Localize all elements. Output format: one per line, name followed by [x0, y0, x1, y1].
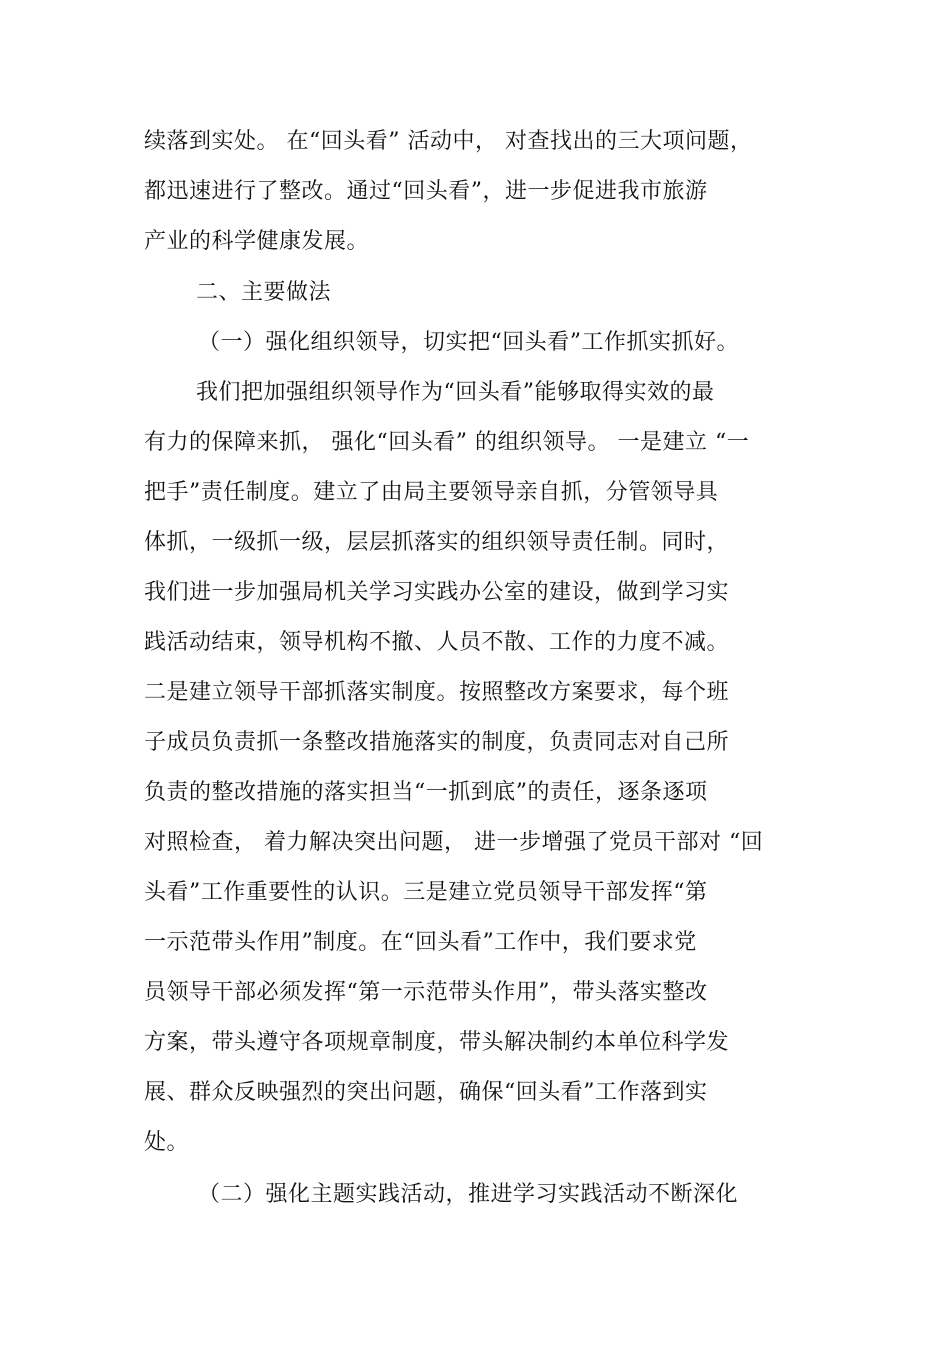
text-line: 展、群众反映强烈的突出问题，确保“回头看”工作落到实 [144, 1080, 708, 1105]
text-line: 一示范带头作用”制度。在“回头看”工作中，我们要求党 [144, 930, 697, 955]
text-line: 头看”工作重要性的认识。三是建立党员领导干部发挥“第 [144, 880, 708, 905]
text-line: 我们把加强组织领导作为“回头看”能够取得实效的最 [196, 380, 715, 405]
text-line: 产业的科学健康发展。 [144, 229, 370, 254]
text-line: 对照检查， 着力解决突出问题， 进一步增强了党员干部对 “回 [144, 830, 764, 855]
text-line: 负责的整改措施的落实担当“一抓到底”的责任，逐条逐项 [144, 780, 708, 805]
text-line: 把手”责任制度。建立了由局主要领导亲自抓，分管领导具 [144, 480, 719, 505]
text-line: 践活动结束，领导机构不撤、人员不散、工作的力度不减。 [144, 630, 730, 655]
text-line: 方案，带头遵守各项规章制度，带头解决制约本单位科学发 [144, 1030, 730, 1055]
text-line: 子成员负责抓一条整改措施落实的制度，负责同志对自己所 [144, 730, 730, 755]
section-heading: 二、主要做法 [196, 280, 332, 305]
text-line: 体抓，一级抓一级，层层抓落实的组织领导责任制。同时， [144, 530, 730, 555]
text-line: 我们进一步加强局机关学习实践办公室的建设，做到学习实 [144, 580, 730, 605]
text-line: 都迅速进行了整改。通过“回头看”，进一步促进我市旅游 [144, 179, 708, 204]
text-line: 处。 [144, 1130, 190, 1155]
text-line: 续落到实处。 在“回头看” 活动中， 对查找出的三大项问题， [144, 129, 753, 154]
text-line: 有力的保障来抓， 强化“回头看” 的组织领导。 一是建立 “一 [144, 430, 750, 455]
subsection-heading: （一）强化组织领导，切实把“回头看”工作抓实抓好。 [198, 330, 739, 355]
text-line: 二是建立领导干部抓落实制度。按照整改方案要求，每个班 [144, 680, 730, 705]
text-line: 员领导干部必须发挥“第一示范带头作用”，带头落实整改 [144, 980, 708, 1005]
subsection-heading: （二）强化主题实践活动，推进学习实践活动不断深化 [198, 1182, 739, 1207]
